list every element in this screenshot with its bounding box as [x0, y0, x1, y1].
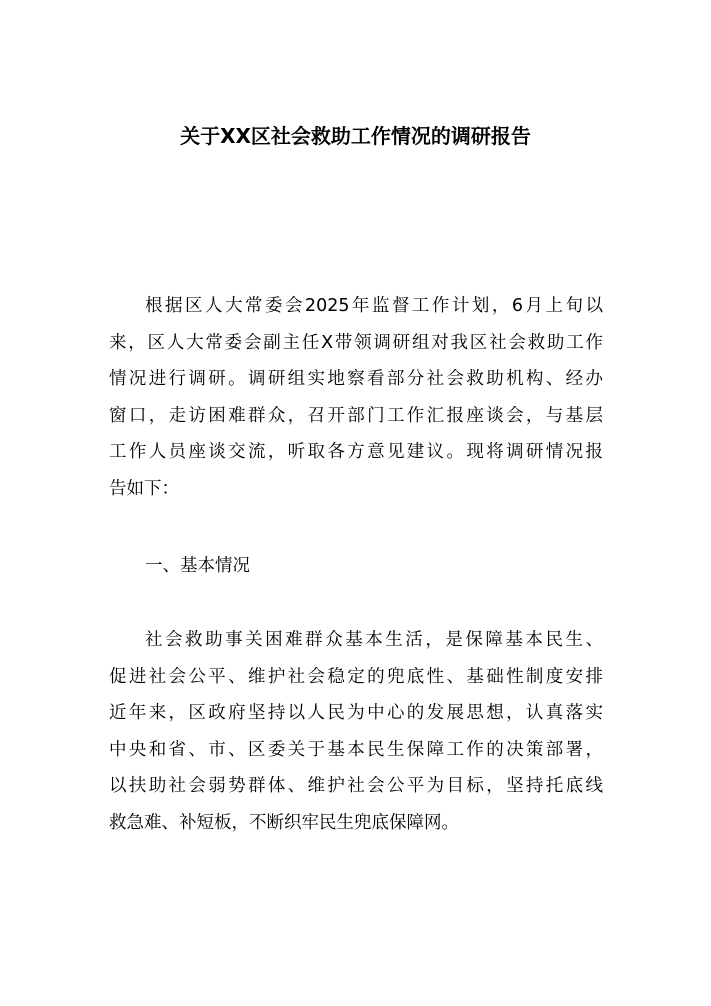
paragraph-line: 近年来，区政府坚持以人民为中心的发展思想，认真落实 [109, 703, 603, 723]
paragraph-line: 中央和省、市、区委关于基本民生保障工作的决策部署， [109, 739, 603, 760]
document-title: 关于XX区社会救助工作情况的调研报告 [180, 124, 531, 148]
paragraph-line: 社会救助事关困难群众基本生活，是保障基本民生、 [145, 630, 603, 650]
paragraph-line: 情况进行调研。调研组实地察看部分社会救助机构、经办 [109, 369, 603, 389]
paragraph-line: 救急难、补短板，不断织牢民生兜底保障网。 [109, 812, 459, 833]
section-heading: 一、基本情况 [145, 556, 250, 576]
basic-situation-paragraph [109, 622, 603, 841]
paragraph-line: 促进社会公平、维护社会稳定的兜底性、基础性制度安排 [109, 666, 603, 687]
paragraph-line: 告如下： [109, 478, 179, 499]
paragraph-line: 以扶助社会弱势群体、维护社会公平为目标，坚持托底线 [109, 776, 603, 796]
intro-paragraph [109, 288, 603, 507]
paragraph-line: 工作人员座谈交流，听取各方意见建议。现将调研情况报 [109, 442, 603, 462]
paragraph-line: 根据区人大常委会2025年监督工作计划，6月上旬以 [145, 296, 603, 316]
paragraph-line: 窗口，走访困难群众，召开部门工作汇报座谈会，与基层 [109, 405, 603, 426]
paragraph-line: 来，区人大常委会副主任X带领调研组对我区社会救助工作 [109, 332, 603, 353]
